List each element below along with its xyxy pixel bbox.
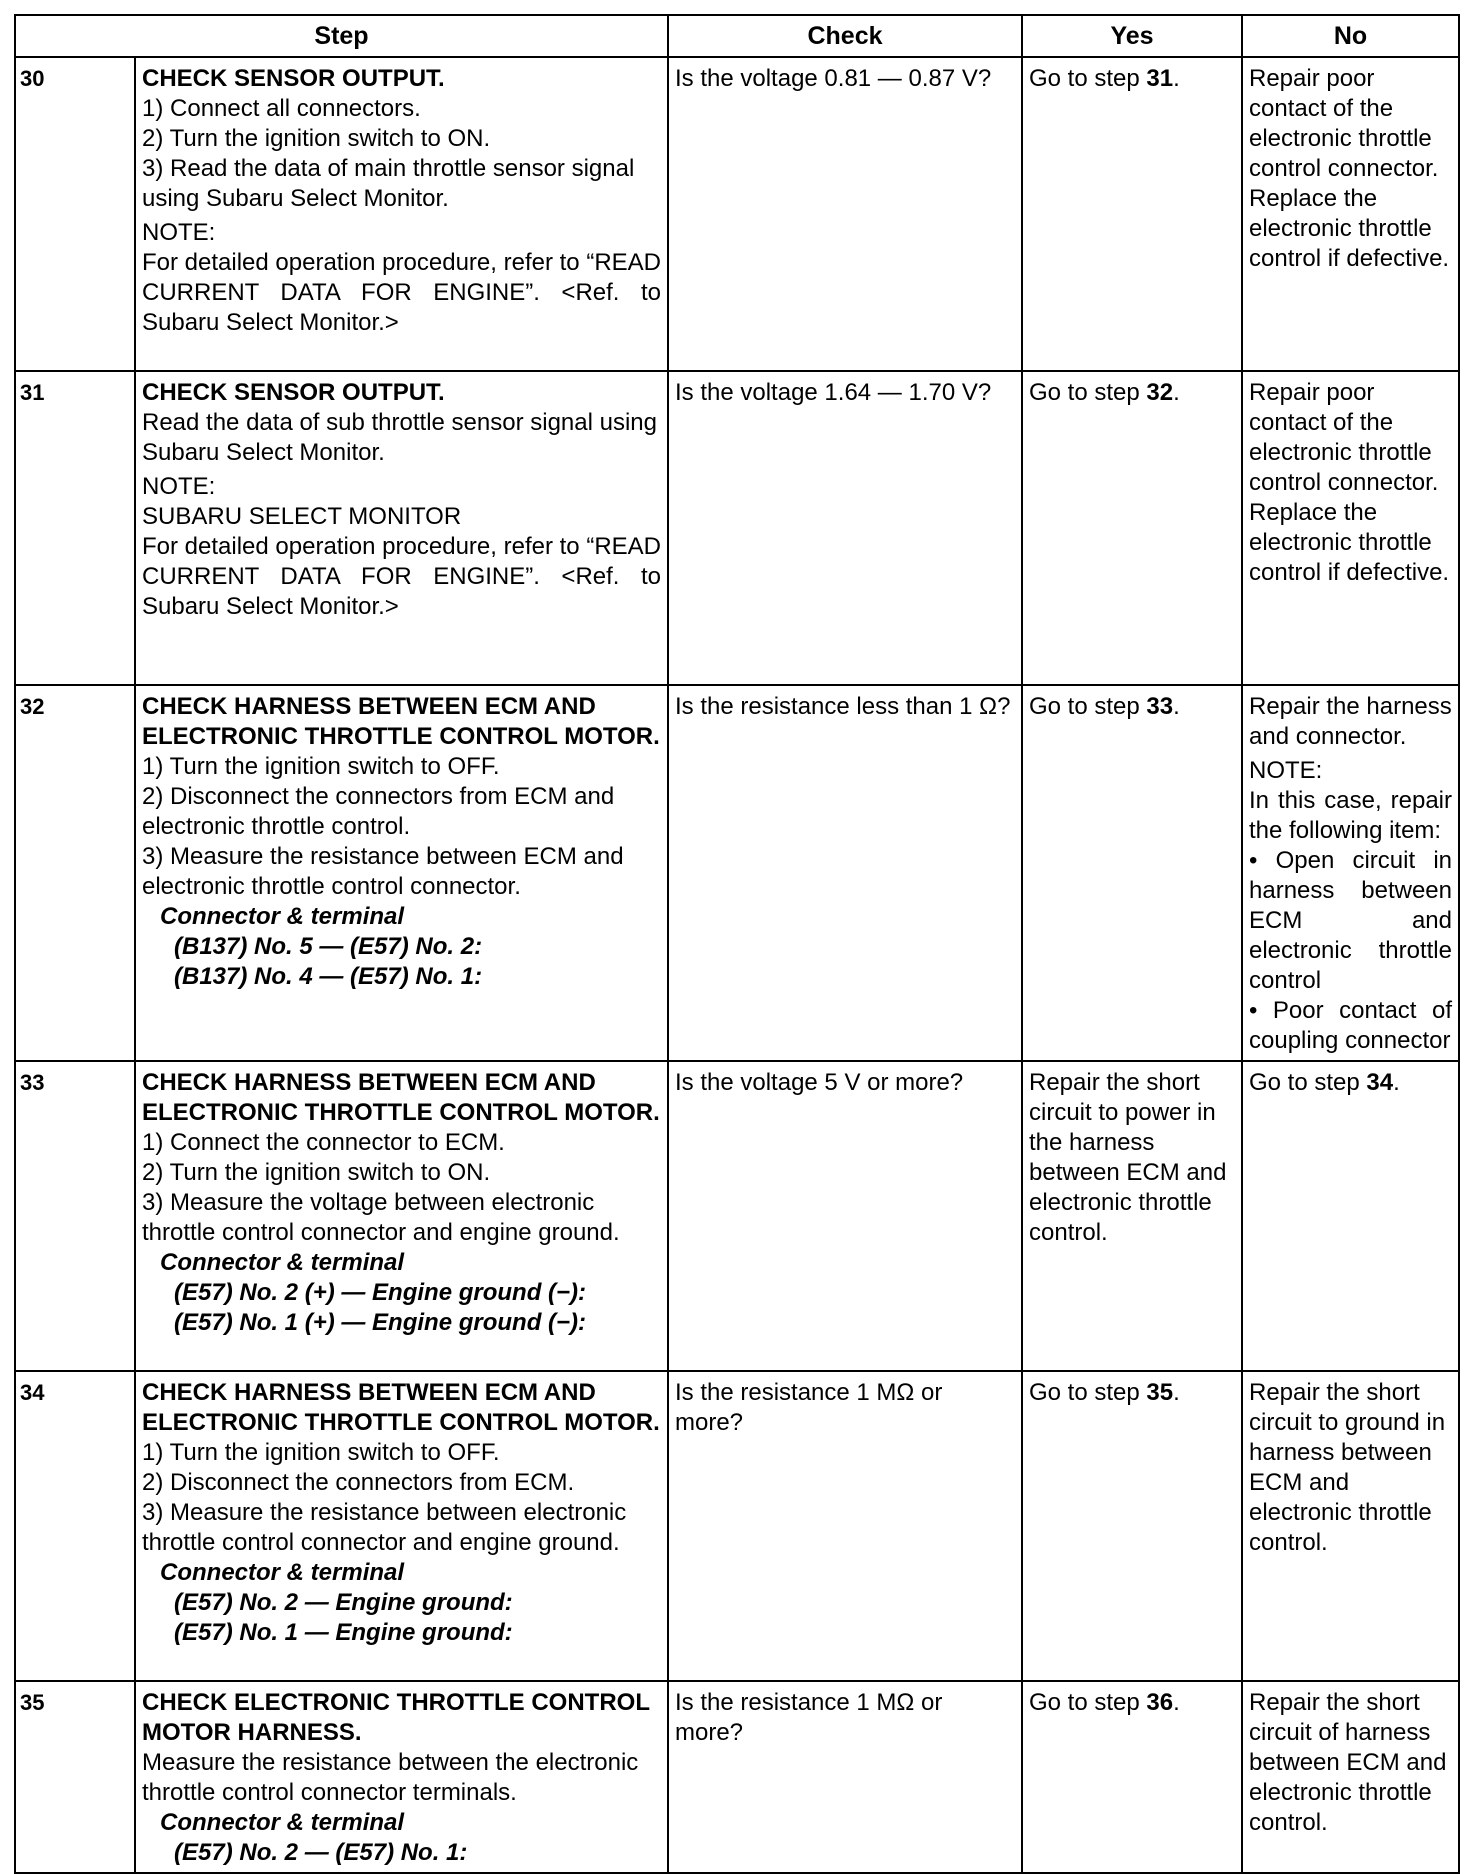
connector-terminal-label: Connector & terminal <box>160 903 405 930</box>
substep: 2) Disconnect the connectors from ECM. <box>142 1469 575 1496</box>
header-no: No <box>1242 15 1459 57</box>
header-step: Step <box>15 15 668 57</box>
substep: 2) Disconnect the connectors from ECM and electronic throttle control. <box>142 783 615 840</box>
step-number: 32 <box>15 685 135 1061</box>
no-cell: Repair poor contact of the electronic throttle control connector. Replace the electronic throttle control if defective. <box>1242 57 1459 371</box>
step-number: 33 <box>15 1061 135 1371</box>
no-cell <box>1242 685 1459 1061</box>
yes-cell: Repair the short circuit to power in the harness between ECM and electronic throttle control. <box>1022 1061 1242 1371</box>
step-body: Measure the resistance between the electronic throttle control connector terminals. <box>142 1749 639 1806</box>
step-description <box>135 57 668 371</box>
no-bullet-item: • Poor contact of coupling connector <box>1249 997 1452 1054</box>
yes-text: Go to step <box>1029 1379 1147 1406</box>
step-number: 34 <box>15 1371 135 1681</box>
yes-cell <box>1022 1681 1242 1873</box>
substep: 3) Read the data of main throttle sensor signal using Subaru Select Monitor. <box>142 155 635 212</box>
connector-terminal-label: Connector & terminal <box>160 1249 405 1276</box>
yes-step-ref: 32 <box>1146 379 1174 406</box>
step-title: CHECK HARNESS BETWEEN ECM AND ELECTRONIC THROTTLE CONTROL MOTOR. <box>142 1379 660 1436</box>
diagnostic-table <box>14 14 1460 1874</box>
note-label: NOTE: <box>142 219 216 246</box>
connector-terminal-label: Connector & terminal <box>160 1559 405 1586</box>
yes-text: Go to step <box>1029 1689 1147 1716</box>
yes-step-ref: 33 <box>1146 693 1174 720</box>
step-description <box>135 1061 668 1371</box>
connector-terminal-item: (E57) No. 1 (+) — Engine ground (−): <box>174 1309 587 1336</box>
yes-suffix: . <box>1173 1689 1180 1716</box>
table-row-step-34 <box>15 1371 1459 1681</box>
check-cell: Is the resistance less than 1 Ω? <box>668 685 1022 1061</box>
connector-terminal-item: (E57) No. 2 — (E57) No. 1: <box>174 1839 468 1866</box>
connector-terminal-item: (B137) No. 4 — (E57) No. 1: <box>174 963 483 990</box>
note-label: NOTE: <box>142 473 216 500</box>
table-row-step-30 <box>15 57 1459 371</box>
substep: 1) Connect the connector to ECM. <box>142 1129 505 1156</box>
substep: 2) Turn the ignition switch to ON. <box>142 125 491 152</box>
no-step-ref: 34 <box>1366 1069 1394 1096</box>
step-description <box>135 1681 668 1873</box>
no-bullet-item: • Open circuit in harness between ECM and electronic throttle control <box>1249 847 1452 994</box>
yes-suffix: . <box>1173 65 1180 92</box>
yes-cell <box>1022 57 1242 371</box>
no-text: Go to step <box>1249 1069 1367 1096</box>
check-cell: Is the voltage 0.81 — 0.87 V? <box>668 57 1022 371</box>
step-title: CHECK HARNESS BETWEEN ECM AND ELECTRONIC THROTTLE CONTROL MOTOR. <box>142 693 660 750</box>
table-header-row <box>15 15 1459 57</box>
substep: 1) Turn the ignition switch to OFF. <box>142 753 500 780</box>
no-main-text: Repair the harness and connector. <box>1249 693 1452 750</box>
connector-terminal-item: (E57) No. 2 — Engine ground: <box>174 1589 513 1616</box>
yes-cell <box>1022 685 1242 1061</box>
check-cell: Is the resistance 1 MΩ or more? <box>668 1371 1022 1681</box>
step-description <box>135 371 668 685</box>
substep: 2) Turn the ignition switch to ON. <box>142 1159 491 1186</box>
connector-terminal-item: (E57) No. 1 — Engine ground: <box>174 1619 513 1646</box>
yes-suffix: . <box>1173 379 1180 406</box>
note-text: For detailed operation procedure, refer to “READ CURRENT DATA FOR ENGINE”. <Ref. to Subaru Select Monitor.> <box>142 249 661 336</box>
substep: 1) Turn the ignition switch to OFF. <box>142 1439 500 1466</box>
connector-terminal-label: Connector & terminal <box>160 1809 405 1836</box>
yes-step-ref: 36 <box>1146 1689 1174 1716</box>
header-check: Check <box>668 15 1022 57</box>
note-subtitle: SUBARU SELECT MONITOR <box>142 503 462 530</box>
connector-terminal-item: (B137) No. 5 — (E57) No. 2: <box>174 933 483 960</box>
diagnostic-procedure-document <box>14 14 1458 1866</box>
step-title: CHECK HARNESS BETWEEN ECM AND ELECTRONIC THROTTLE CONTROL MOTOR. <box>142 1069 660 1126</box>
no-suffix: . <box>1393 1069 1400 1096</box>
step-title: CHECK SENSOR OUTPUT. <box>142 65 445 92</box>
substep: 1) Connect all connectors. <box>142 95 421 122</box>
step-number: 30 <box>15 57 135 371</box>
note-text: For detailed operation procedure, refer to “READ CURRENT DATA FOR ENGINE”. <Ref. to Subaru Select Monitor.> <box>142 533 661 620</box>
table-row-step-33 <box>15 1061 1459 1371</box>
check-cell: Is the resistance 1 MΩ or more? <box>668 1681 1022 1873</box>
yes-step-ref: 35 <box>1146 1379 1174 1406</box>
check-cell: Is the voltage 5 V or more? <box>668 1061 1022 1371</box>
table-row-step-32 <box>15 685 1459 1061</box>
check-cell: Is the voltage 1.64 — 1.70 V? <box>668 371 1022 685</box>
yes-text: Go to step <box>1029 693 1147 720</box>
table-row-step-35 <box>15 1681 1459 1873</box>
no-cell: Repair poor contact of the electronic throttle control connector. Replace the electronic throttle control if defective. <box>1242 371 1459 685</box>
step-body: Read the data of sub throttle sensor signal using Subaru Select Monitor. <box>142 409 657 466</box>
yes-text: Go to step <box>1029 65 1147 92</box>
yes-text: Go to step <box>1029 379 1147 406</box>
connector-terminal-item: (E57) No. 2 (+) — Engine ground (−): <box>174 1279 587 1306</box>
substep: 3) Measure the resistance between electronic throttle control connector and engine ground. <box>142 1499 627 1556</box>
no-cell <box>1242 1061 1459 1371</box>
no-cell: Repair the short circuit to ground in harness between ECM and electronic throttle control. <box>1242 1371 1459 1681</box>
substep: 3) Measure the voltage between electronic throttle control connector and engine ground. <box>142 1189 620 1246</box>
no-cell: Repair the short circuit of harness between ECM and electronic throttle control. <box>1242 1681 1459 1873</box>
yes-suffix: . <box>1173 693 1180 720</box>
step-description <box>135 685 668 1061</box>
step-number: 35 <box>15 1681 135 1873</box>
yes-suffix: . <box>1173 1379 1180 1406</box>
step-title: CHECK ELECTRONIC THROTTLE CONTROL MOTOR HARNESS. <box>142 1689 650 1746</box>
yes-cell <box>1022 1371 1242 1681</box>
no-note-label: NOTE: <box>1249 757 1323 784</box>
no-note-text: In this case, repair the following item: <box>1249 787 1452 844</box>
yes-cell <box>1022 371 1242 685</box>
step-number: 31 <box>15 371 135 685</box>
table-row-step-31 <box>15 371 1459 685</box>
step-description <box>135 1371 668 1681</box>
yes-step-ref: 31 <box>1146 65 1174 92</box>
header-yes: Yes <box>1022 15 1242 57</box>
step-title: CHECK SENSOR OUTPUT. <box>142 379 445 406</box>
substep: 3) Measure the resistance between ECM and electronic throttle control connector. <box>142 843 624 900</box>
